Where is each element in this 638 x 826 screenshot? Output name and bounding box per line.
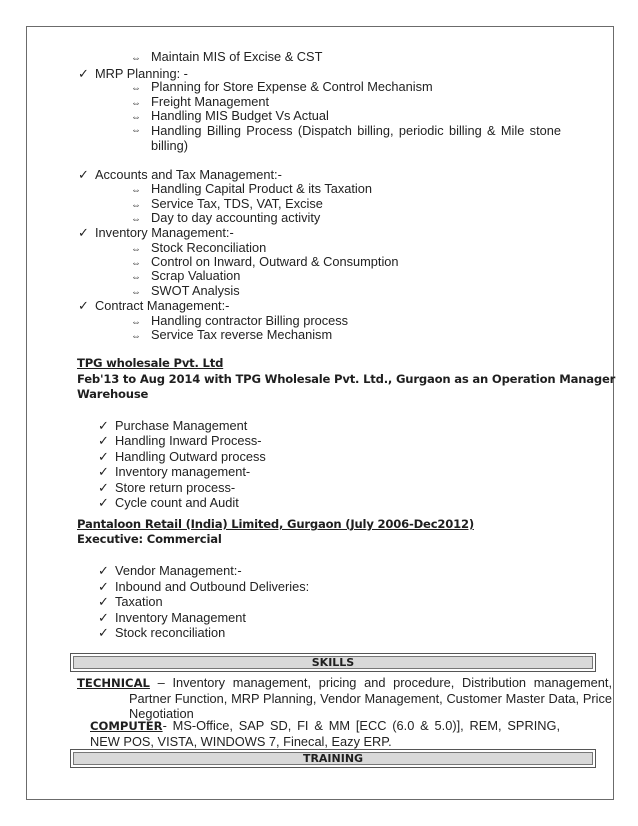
skills-title: SKILLS (73, 656, 593, 669)
training-header (70, 749, 596, 768)
arrow-bullet-icon: ⇔ (131, 272, 141, 283)
check-icon: ✓ (98, 449, 109, 464)
arrow-bullet-icon: ⇔ (131, 258, 141, 269)
sub-item: ⇔ Handling contractor Billing process (131, 313, 349, 328)
check-icon: ✓ (78, 66, 89, 81)
computer-skills (90, 718, 560, 749)
arrow-bullet-icon: ⇔ (131, 53, 141, 64)
check-icon: ✓ (78, 225, 89, 240)
technical-label: TECHNICAL (77, 676, 150, 690)
arrow-bullet-icon: ⇔ (131, 200, 141, 211)
contract-title: ✓ Contract Management:- (78, 298, 230, 313)
arrow-bullet-icon: ⇔ (131, 287, 141, 298)
inventory-title: ✓ Inventory Management:- (78, 225, 234, 240)
check-icon: ✓ (78, 167, 89, 182)
list-item: ✓ Purchase Management (98, 418, 248, 433)
sub-item: ⇔ Service Tax, TDS, VAT, Excise (131, 196, 323, 211)
list-item: ✓ Store return process- (98, 480, 236, 495)
check-icon: ✓ (98, 464, 109, 479)
check-icon: ✓ (98, 579, 109, 594)
arrow-bullet-icon: ⇔ (131, 125, 141, 136)
computer-text: - MS-Office, SAP SD, FI & MM [ECC (6.0 & 5.0)], REM, SPRING, NEW POS, VISTA, WINDOWS 7, Finecal, Eazy ERP. (90, 718, 560, 749)
sub-item: ⇔ Scrap Valuation (131, 268, 241, 283)
mrp-title: ✓ MRP Planning: - (78, 66, 188, 81)
list-item: ✓ Inbound and Outbound Deliveries: (98, 579, 310, 594)
sub-item: ⇔ Control on Inward, Outward & Consumption (131, 254, 399, 269)
sub-item: ⇔ Handling Billing Process (Dispatch billing, periodic billing & Mile stone billing) (131, 123, 561, 153)
sub-item: ⇔ Service Tax reverse Mechanism (131, 327, 333, 342)
arrow-bullet-icon: ⇔ (131, 214, 141, 225)
sub-item: ⇔ Handling Capital Product & its Taxation (131, 181, 372, 196)
check-icon: ✓ (98, 433, 109, 448)
tpg-role-line1: Feb'13 to Aug 2014 with TPG Wholesale Pvt. Ltd., Gurgaon as an Operation Manager (77, 372, 616, 386)
technical-skills (77, 675, 612, 721)
skills-header (70, 653, 596, 672)
check-icon: ✓ (78, 298, 89, 313)
list-item: ✓ Handling Inward Process- (98, 433, 262, 448)
list-item: ✓ Inventory Management (98, 610, 246, 625)
sub-item: ⇔ Day to day accounting activity (131, 210, 321, 225)
arrow-bullet-icon: ⇔ (131, 185, 141, 196)
pantaloon-role: Executive: Commercial (77, 532, 222, 546)
sub-item: ⇔ Handling MIS Budget Vs Actual (131, 108, 329, 123)
check-icon: ✓ (98, 480, 109, 495)
sub-item: ⇔ Freight Management (131, 94, 270, 109)
sub-item: ⇔ SWOT Analysis (131, 283, 240, 298)
list-item: ✓ Stock reconciliation (98, 625, 226, 640)
arrow-bullet-icon: ⇔ (131, 331, 141, 342)
computer-label: COMPUTER (90, 719, 163, 733)
arrow-bullet-icon: ⇔ (131, 244, 141, 255)
arrow-bullet-icon: ⇔ (131, 317, 141, 328)
training-title: TRAINING (73, 752, 593, 765)
tpg-company: TPG wholesale Pvt. Ltd (77, 356, 224, 370)
sub-item: ⇔ Planning for Store Expense & Control Mechanism (131, 79, 433, 94)
arrow-bullet-icon: ⇔ (131, 83, 141, 94)
check-icon: ✓ (98, 625, 109, 640)
list-item: ✓ Handling Outward process (98, 449, 266, 464)
check-icon: ✓ (98, 495, 109, 510)
tpg-role-line2: Warehouse (77, 387, 149, 401)
technical-text: – Inventory management, pricing and procedure, Distribution management, Partner Function, MRP Planning, Vendor Management, Customer Master Data, Price Negotiation (129, 675, 612, 721)
check-icon: ✓ (98, 610, 109, 625)
list-item: ✓ Vendor Management:- (98, 563, 242, 578)
check-icon: ✓ (98, 418, 109, 433)
arrow-bullet-icon: ⇔ (131, 98, 141, 109)
pantaloon-company: Pantaloon Retail (India) Limited, Gurgaon (July 2006-Dec2012) (77, 517, 474, 531)
arrow-bullet-icon: ⇔ (131, 112, 141, 123)
accounts-title: ✓ Accounts and Tax Management:- (78, 167, 282, 182)
list-item: ✓ Inventory management- (98, 464, 251, 479)
list-item: ✓ Taxation (98, 594, 163, 609)
check-icon: ✓ (98, 594, 109, 609)
sub-item: ⇔ Stock Reconciliation (131, 240, 267, 255)
check-icon: ✓ (98, 563, 109, 578)
sub-item: ⇔ Maintain MIS of Excise & CST (131, 49, 323, 64)
list-item: ✓ Cycle count and Audit (98, 495, 239, 510)
